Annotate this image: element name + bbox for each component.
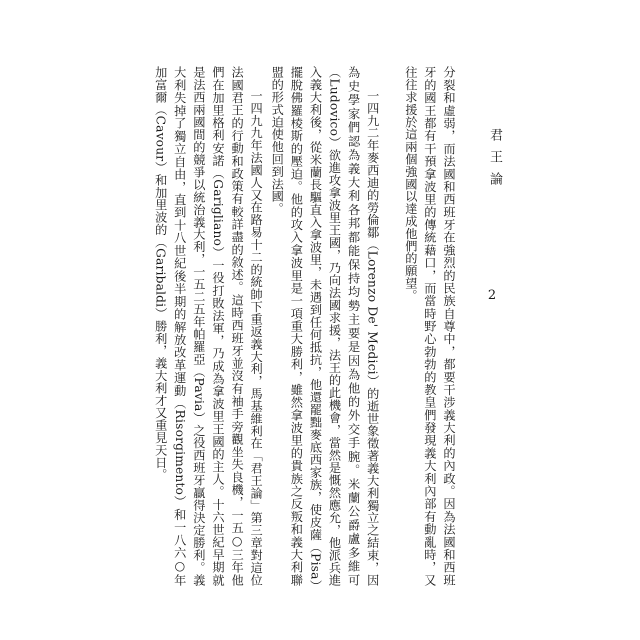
running-title: 君王論	[487, 128, 502, 194]
paragraph-continuation: 分裂和虛弱，而法國和西班牙在強烈的民族自尊中，都要干涉義大利的內政。因為法國和西班牙的國王都有干預拿波里的傳統藉口，而當時野心勃勃的教皇們發現義大利內部有動亂時，又往往求援於這兩個強國以達成他們的願望。	[403, 66, 456, 586]
body-text	[151, 66, 458, 586]
page-number: 2	[487, 288, 497, 303]
paragraph-lorenzo: 一四九二年麥西迪的勞倫鄒（Lorenzo De' Medici）的逝世象徵著義大利獨立之結束，因為史學家們認為義大利各邦都能保持均勢主要是因為他的外交手腕。米蘭公爵盧多維可（Ludovico）欲進攻拿波里王國，乃向法國求援，法王的此機會，當然是慨然應允，他派兵進入義大利後，從米蘭長驅直入拿波里，未遇到任何抵抗，他還罷黜麥底西家族，使皮薩（Pisa）擺脫佛羅棱斯的壓迫。他的攻入拿波里是一項重大勝利，雖然拿波里的貴族之反叛和義大利聯盟的形式迫使他回到法國。	[270, 66, 380, 586]
paragraph-louis-xii: 一四九九年法國人又在路易十二的統帥下重返義大利，馬基維利在「君王論」第三章對這位法國君王的行動和政策有較詳盡的敘述。這時西班牙並沒有袖手旁觀坐失良機，一五○三年他們在加里格利安諾（Garigliano）一役打敗法軍，乃成為拿波里王國的主人。十六世紀早期就是法西兩國間的競爭以統治義大利，一五二五年帕羅亞（Pavia）之役西班牙贏得決定勝利。義大利失掉了獨立自由，直到十八世紀後半期的解放改革運動（Risorgimento）和一八六○年加富爾（Cavour）和加里波的（Garibaldi）勝利，義大利才又重見天日。	[153, 66, 264, 586]
